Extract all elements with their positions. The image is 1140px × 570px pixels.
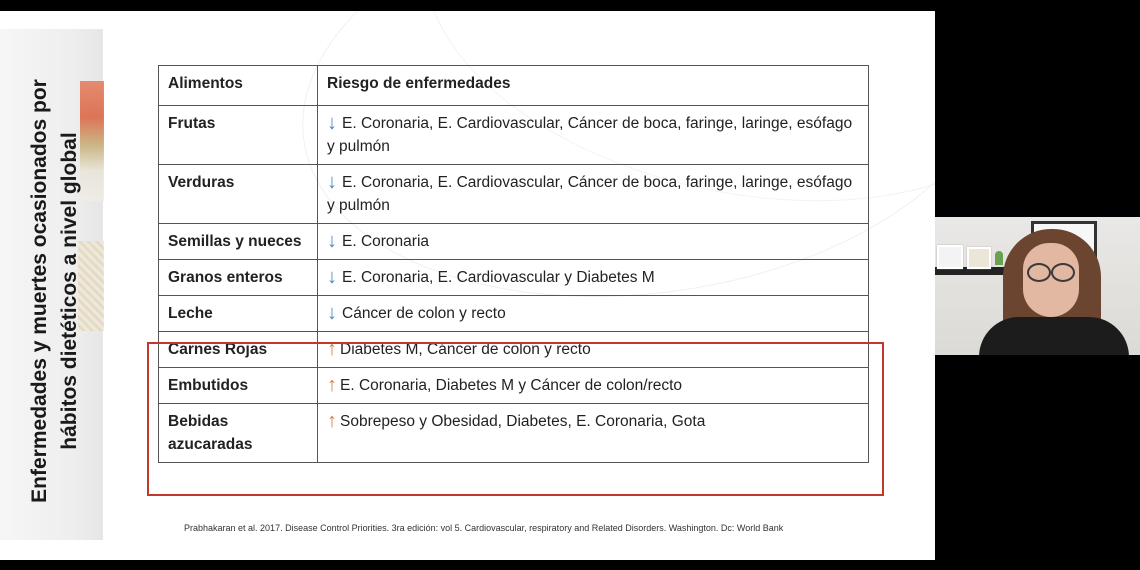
photo-frame [967, 247, 991, 269]
arrow-down-icon: ↓ [327, 302, 337, 324]
potted-plant [995, 251, 1003, 265]
risk-cell [318, 296, 869, 332]
food-risk-table [158, 65, 869, 463]
risk-text: E. Coronaria, E. Cardiovascular, Cáncer de boca, faringe, laringe, esófago y pulmón [327, 174, 853, 214]
presenter-webcam-video[interactable] [935, 217, 1140, 355]
risk-cell [318, 165, 869, 224]
risk-text: E. Coronaria, Diabetes M y Cáncer de colon/recto [340, 377, 683, 394]
food-cell: Bebidas azucaradas [159, 404, 318, 463]
arrow-up-icon: ↑ [327, 374, 337, 396]
arrow-down-icon: ↓ [327, 171, 337, 193]
food-cell: Leche [159, 296, 318, 332]
table-row [159, 296, 869, 332]
header-alimentos: Alimentos [159, 66, 318, 106]
risk-text: E. Coronaria, E. Cardiovascular, Cáncer de boca, faringe, laringe, esófago y pulmón [327, 115, 853, 155]
food-cell: Granos enteros [159, 260, 318, 296]
food-cell: Verduras [159, 165, 318, 224]
risk-cell [318, 368, 869, 404]
risk-cell [318, 106, 869, 165]
photo-frame [937, 245, 963, 269]
arrow-up-icon: ↑ [327, 338, 337, 360]
presenter-body [979, 317, 1129, 355]
table-row [159, 260, 869, 296]
arrow-down-icon: ↓ [327, 230, 337, 252]
risk-text: Sobrepeso y Obesidad, Diabetes, E. Coronaria, Gota [340, 413, 706, 430]
risk-text: Cáncer de colon y recto [342, 305, 506, 322]
slide-title-line-1: Enfermedades y muertes ocasionados por [28, 79, 51, 503]
food-cell: Frutas [159, 106, 318, 165]
table-header-row [159, 66, 869, 106]
table-row [159, 106, 869, 165]
citation-text: Prabhakaran et al. 2017. Disease Control Priorities. 3ra edición: vol 5. Cardiovascular, respiratory and Related Disorders. Washington. Dc: World Bank [184, 523, 784, 533]
food-cell: Embutidos [159, 368, 318, 404]
risk-text: Diabetes M, Cáncer de colon y recto [340, 341, 591, 358]
risk-cell [318, 224, 869, 260]
food-cell: Semillas y nueces [159, 224, 318, 260]
food-cell: Carnes Rojas [159, 332, 318, 368]
risk-text: E. Coronaria, E. Cardiovascular y Diabetes M [342, 269, 655, 286]
arrow-down-icon: ↓ [327, 112, 337, 134]
slide-title-line-2: hábitos dietéticos a nivel global [58, 132, 81, 450]
glasses [1027, 263, 1075, 279]
slide-title [0, 41, 110, 541]
risk-cell [318, 260, 869, 296]
arrow-down-icon: ↓ [327, 266, 337, 288]
table-row [159, 165, 869, 224]
risk-cell [318, 332, 869, 368]
risk-cell [318, 404, 869, 463]
header-riesgo: Riesgo de enfermedades [318, 66, 869, 106]
risk-text: E. Coronaria [342, 233, 430, 250]
arrow-up-icon: ↑ [327, 410, 337, 432]
table-row [159, 368, 869, 404]
table-row [159, 332, 869, 368]
table-row [159, 404, 869, 463]
table-row [159, 224, 869, 260]
